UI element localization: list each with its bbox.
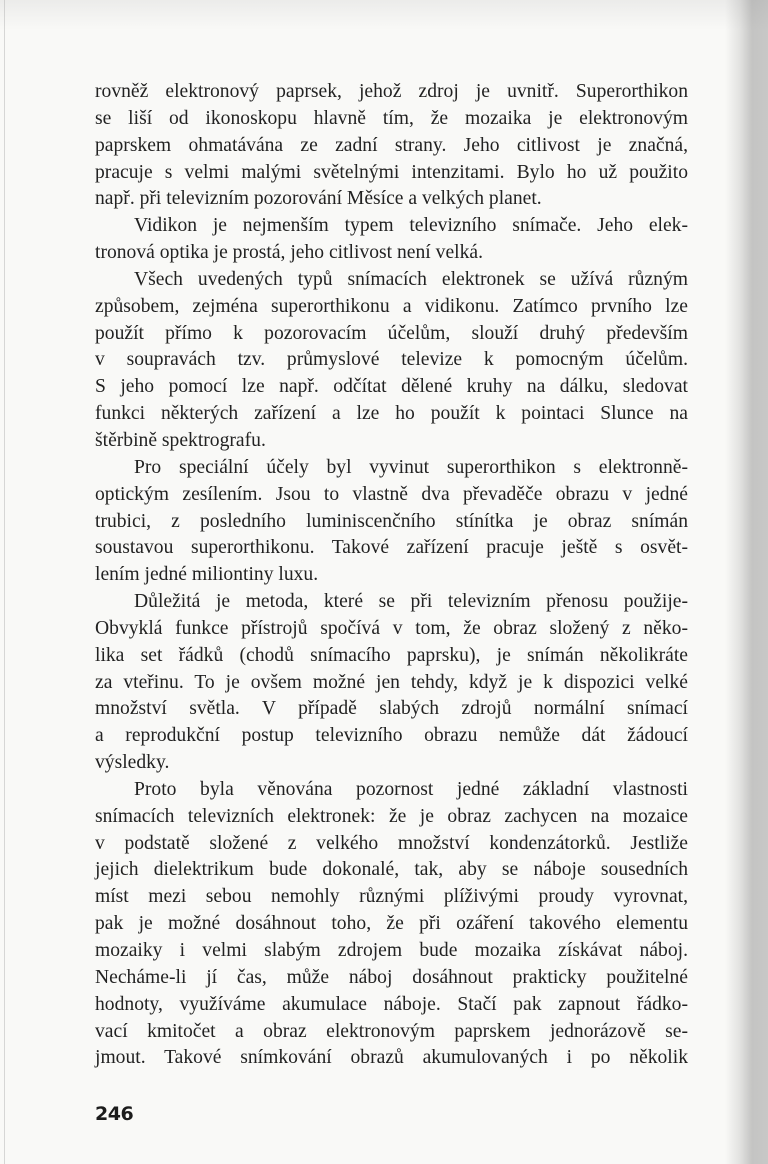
text-line: a reprodukční postup televizního obrazu nemůže dát žádoucí: [95, 725, 688, 747]
text-line: trubici, z posledního luminiscenčního stínítka je obraz snímán: [95, 510, 688, 532]
text-line: v podstatě složené z velkého množství kondenzátorků. Jestliže: [95, 832, 688, 854]
text-line: způsobem, zejména superorthikonu a vidikonu. Zatímco prvního lze: [95, 295, 688, 317]
text-line: lením jedné miliontiny luxu.: [95, 564, 319, 586]
text-line: za vteřinu. To je ovšem možné jen tehdy, když je k dispozici velké: [95, 671, 688, 693]
paragraph: [95, 79, 688, 213]
text-line: výsledky.: [95, 752, 170, 774]
text-line: paprskem ohmatávána ze zadní strany. Jeho citlivost je značná,: [95, 134, 688, 156]
body-text: [95, 79, 688, 1072]
text-line: se liší od ikonoskopu hlavně tím, že mozaika je elektronovým: [95, 107, 688, 129]
text-line: jejich dielektrikum bude dokonalé, tak, aby se náboje sousedních: [95, 859, 688, 881]
text-line: snímacích televizních elektronek: že je obraz zachycen na mozaice: [95, 805, 688, 827]
text-line: soustavou superorthikonu. Takové zařízení pracuje ještě s osvět-: [95, 537, 688, 559]
text-line: Všech uvedených typů snímacích elektronek se užívá různým: [134, 268, 688, 290]
paragraph: [95, 777, 688, 1072]
paragraph: [95, 589, 688, 777]
text-line: množství světla. V případě slabých zdrojů normální snímací: [95, 698, 688, 720]
text-line: hodnoty, využíváme akumulace náboje. Stačí pak zapnout řádko-: [95, 993, 688, 1015]
page-number: 246: [95, 1103, 134, 1125]
text-line: S jeho pomocí lze např. odčítat dělené kruhy na dálku, sledovat: [95, 376, 688, 398]
paragraph: [95, 213, 688, 267]
text-line: např. při televizním pozorování Měsíce a velkých planet.: [95, 188, 542, 210]
page-edge: [4, 0, 5, 1164]
paragraph: [95, 267, 688, 455]
text-line: Pro speciální účely byl vyvinut superorthikon s elektronně-: [134, 456, 688, 478]
text-line: Obvyklá funkce přístrojů spočívá v tom, že obraz složený z něko-: [95, 617, 688, 639]
text-line: v soupravách tzv. průmyslové televize k pomocným účelům.: [95, 349, 688, 371]
text-line: vací kmitočet a obraz elektronovým paprskem jednorázově se-: [95, 1020, 688, 1042]
text-line: tronová optika je prostá, jeho citlivost není velká.: [95, 242, 483, 264]
text-line: lika set řádků (chodů snímacího paprsku), je snímán několikráte: [95, 644, 688, 666]
text-line: použít přímo k pozorovacím účelům, slouží druhý především: [95, 322, 688, 344]
text-line: optickým zesílením. Jsou to vlastně dva převaděče obrazu v jedné: [95, 483, 688, 505]
text-line: pak je možné dosáhnout toho, že při ozáření takového elementu: [95, 913, 688, 935]
paragraph: [95, 455, 688, 589]
text-line: Důležitá je metoda, které se při televizním přenosu použije-: [134, 591, 688, 613]
text-line: pracuje s velmi malými světelnými intenzitami. Bylo ho už použito: [95, 161, 688, 183]
text-line: štěrbině spektrografu.: [95, 429, 266, 451]
text-line: jmout. Takové snímkování obrazů akumulovaných i po několik: [95, 1047, 688, 1069]
text-line: funkci některých zařízení a lze ho použít k pointaci Slunce na: [95, 403, 688, 425]
text-line: mozaiky i velmi slabým zdrojem bude mozaika získávat náboj.: [95, 940, 688, 961]
text-line: míst mezi sebou nemohly různými plíživými proudy vyrovnat,: [95, 886, 688, 908]
text-line: rovněž elektronový paprsek, jehož zdroj je uvnitř. Superorthikon: [95, 81, 688, 102]
text-line: Necháme-li jí čas, může náboj dosáhnout prakticky použitelné: [95, 966, 688, 988]
text-line: Vidikon je nejmenším typem televizního snímače. Jeho elek-: [134, 215, 688, 237]
text-line: Proto byla věnována pozornost jedné základní vlastnosti: [134, 778, 688, 800]
